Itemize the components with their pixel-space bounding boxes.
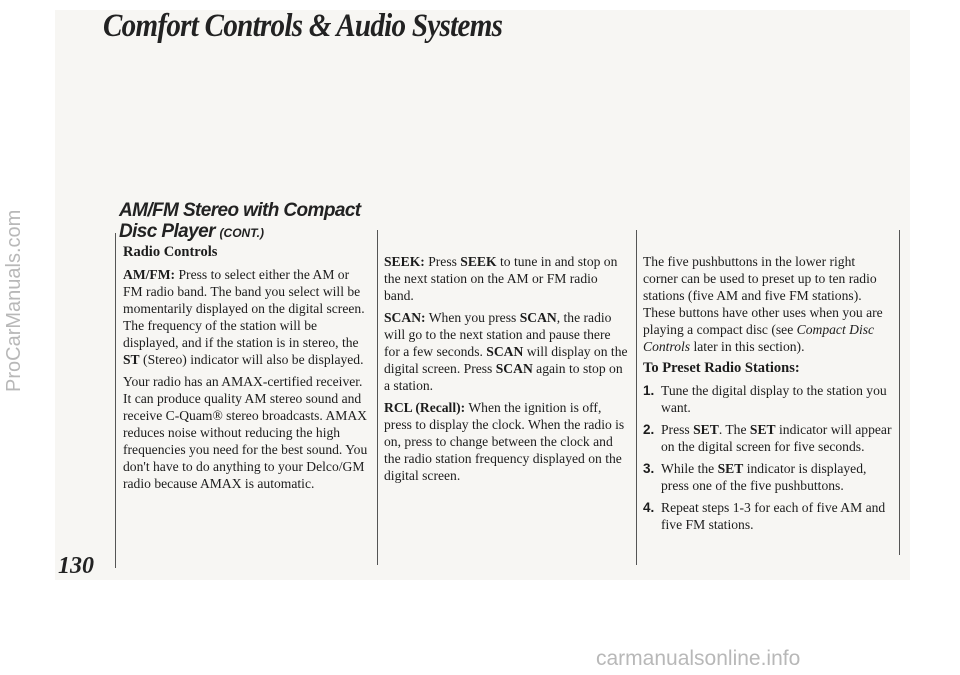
step-text: indicator will appear on the digital screen for five seconds.	[661, 422, 892, 454]
preset-steps-list	[643, 382, 893, 533]
seek-bold: SEEK	[460, 254, 497, 269]
radio-controls-subhead: Radio Controls	[123, 244, 218, 260]
rcl-term: RCL (Recall):	[384, 400, 466, 415]
scan-bold-2: SCAN	[486, 344, 524, 359]
pushbuttons-paragraph	[643, 253, 893, 355]
scan-bold-3: SCAN	[495, 361, 533, 376]
rcl-paragraph	[384, 399, 629, 484]
seek-text-end: to tune in and stop on the next station on the AM or FM radio band.	[384, 254, 618, 303]
scan-paragraph	[384, 309, 629, 394]
scan-text-4: again to stop on a station.	[384, 361, 623, 393]
step-number: 3.	[643, 461, 655, 476]
left-margin-rule	[115, 233, 116, 568]
set-label: SET	[717, 461, 744, 476]
amfm-paragraph	[123, 266, 368, 368]
amax-paragraph: Your radio has an AMAX-certified receiver. It can produce quality AM stereo sound and receive C-Quam® stereo broadcasts. AMAX reduces noise without reducing the high frequencies you need for the best sound. You don't have to do anything to your Delco/GM radio because AMAX is automatic.	[123, 374, 368, 491]
page-number: 130	[58, 553, 94, 579]
scan-bold-1: SCAN	[519, 310, 557, 325]
scan-text-3: will display on the digital screen. Press	[384, 344, 628, 376]
section-heading	[119, 200, 369, 244]
st-indicator: ST	[123, 352, 140, 367]
pushbuttons-text-2: later in this section).	[690, 339, 805, 354]
step-number: 4.	[643, 500, 655, 515]
seek-paragraph	[384, 253, 629, 304]
step-text: Repeat steps 1-3 for each of five AM and five FM stations.	[661, 500, 886, 532]
seek-term: SEEK:	[384, 254, 425, 269]
bottom-watermark: carmanualsonline.info	[596, 647, 801, 670]
step-item	[643, 460, 893, 494]
continued-tag: (CONT.)	[219, 226, 264, 240]
step-number: 1.	[643, 383, 655, 398]
page-title: Comfort Controls & Audio Systems	[103, 8, 503, 44]
preset-stations-subhead: To Preset Radio Stations:	[643, 360, 800, 376]
cd-controls-reference: Compact Disc Controls	[643, 322, 875, 354]
column-divider-1	[377, 230, 378, 565]
scan-text-2: , the radio will go to the next station and pause there for a few seconds.	[384, 310, 612, 359]
set-label: SET	[749, 422, 776, 437]
column-2	[384, 253, 629, 489]
right-margin-rule	[899, 230, 900, 555]
step-text: indicator is displayed, press one of the five pushbuttons.	[661, 461, 867, 493]
set-label: SET	[693, 422, 719, 437]
column-1	[123, 244, 368, 497]
step-item	[643, 421, 893, 455]
section-heading-text: AM/FM Stereo with Compact Disc Player	[119, 200, 361, 242]
column-3	[643, 253, 893, 538]
step-item	[643, 382, 893, 416]
step-text: Tune the digital display to the station you want.	[661, 383, 887, 415]
step-number: 2.	[643, 422, 655, 437]
step-text: Press	[661, 422, 694, 437]
seek-text: Press	[424, 254, 461, 269]
rcl-text: When the ignition is off, press to display the clock. When the radio is on, press to change between the clock and the radio station frequency displayed on the digital screen.	[384, 400, 625, 483]
step-text: . The	[718, 422, 750, 437]
amfm-text-end: (Stereo) indicator will also be displayed.	[139, 352, 364, 367]
pushbuttons-text-1: The five pushbuttons in the lower right corner can be used to preset up to ten radio stations (five AM and five FM stations). These buttons have other uses when you are playing a compact disc (see	[643, 254, 883, 337]
amfm-term: AM/FM:	[123, 267, 176, 282]
step-item	[643, 499, 893, 533]
step-text: While the	[661, 461, 718, 476]
column-divider-2	[636, 230, 637, 565]
side-watermark: ProCarManuals.com	[3, 209, 25, 392]
scan-term: SCAN:	[384, 310, 426, 325]
amfm-text: Press to select either the AM or FM radio band. The band you select will be momentarily displayed on the digital screen. The frequency of the station will be displayed, and if the station is in stereo, the	[123, 267, 365, 350]
scan-text-1: When you press	[425, 310, 520, 325]
